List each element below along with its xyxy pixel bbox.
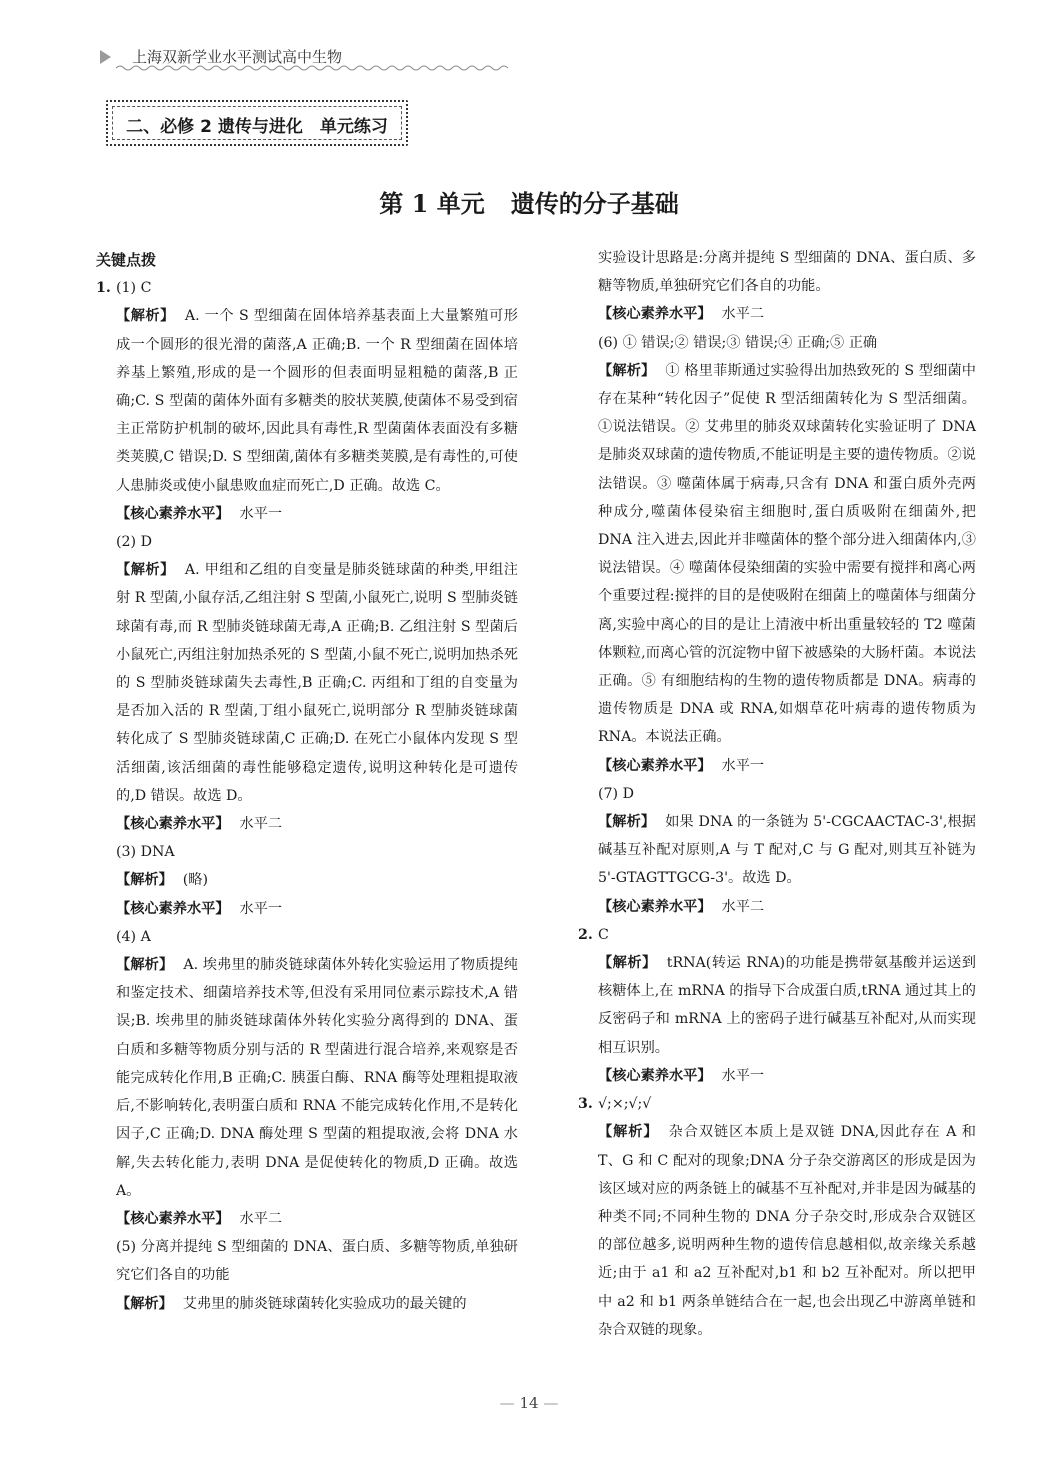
analysis-text: A. 埃弗里的肺炎链球菌体外转化实验运用了物质提纯和鉴定技术、细菌培养技术等,但没有采用同位素示踪技术,A 错误;B. 埃弗里的肺炎链球菌体外转化实验分离得到的 DNA、蛋白质和多糖等物质分别与活的 R 型菌进行混合培养,来观察是否能完成转化作用,B 正确;C. 胰蛋白酶、RNA 酶等处理粗提取液后,不影响转化,表明蛋白质和 RNA 不能完成转化作用,不是转化因子,C 正确;D. DNA 酶处理 S 型菌的粗提取液,会将 DNA 水解,失去转化能力,表明 DNA 是促使转化的物质,D 正确。故选 A。: [116, 957, 518, 1199]
competency-label: 【核心素养水平】: [116, 900, 230, 917]
analysis-block: [578, 808, 976, 893]
key-points-heading: 关键点拨: [96, 251, 157, 269]
running-header: [100, 44, 420, 74]
question-1-part-1-answer: 1. (1) C: [96, 274, 518, 302]
analysis-label: 【解析】: [598, 814, 656, 831]
analysis-text: 如果 DNA 的一条链为 5'-CGCAACTAC-3',根据碱基互补配对原则,A 与 T 配对,C 与 G 配对,则其互补链为 5'-GTAGTTGCG-3'。故选 D。: [598, 814, 976, 887]
analysis-label: 【解析】: [116, 872, 173, 889]
analysis-text: ① 格里菲斯通过实验得出加热致死的 S 型细菌中存在某种“转化因子”促使 R 型活细菌转化为 S 型活细菌。①说法错误。② 艾弗里的肺炎双球菌转化实验证明了 DNA 是肺炎双球菌的遗传物质,不能证明是主要的遗传物质。②说法错误。③ 噬菌体属于病毒,只含有 DNA 和蛋白质外壳两种成分,噬菌体侵染宿主细胞时,蛋白质吸附在细菌外,把 DNA 注入进去,因此并非噬菌体的整个部分进入细菌体内,③说法错误。④ 噬菌体侵染细菌的实验中需要有搅拌和离心两个重要过程:搅拌的目的是使吸附在细菌上的噬菌体与细菌分离,实验中离心的目的是让上清液中析出重量较轻的 T2 噬菌体颗粒,而离心管的沉淀物中留下被感染的大肠杆菌。本说法正确。⑤ 有细胞结构的生物的遗传物质都是 DNA。病毒的遗传物质是 DNA 或 RNA,如烟草花叶病毒的遗传物质为 RNA。本说法正确。: [598, 362, 976, 746]
competency-value: 水平二: [239, 1210, 283, 1227]
footer-dash-left: —: [499, 1394, 515, 1412]
analysis-block: [96, 866, 518, 894]
competency-value: 水平二: [721, 306, 765, 323]
question-number: 3.: [578, 1096, 593, 1113]
footer-dash-right: —: [543, 1394, 559, 1412]
analysis-text: A. 甲组和乙组的自变量是肺炎链球菌的种类,甲组注射 R 型菌,小鼠存活,乙组注射 S 型菌,小鼠死亡,说明 S 型肺炎链球菌有毒,而 R 型肺炎链球菌无毒,A 正确;B. 乙组注射 S 型菌后小鼠死亡,丙组注射加热杀死的 S 型菌,小鼠不死亡,说明加热杀死的 S 型肺炎链球菌失去毒性,B 正确;C. 丙组和丁组的自变量为是否加入活的 R 型菌,丁组小鼠死亡,说明部分 R 型肺炎链球菌转化成了 S 型肺炎链球菌,C 正确;D. 在死亡小鼠体内发现 S 型活细菌,该活细菌的毒性能够稳定遗传,说明这种转化是可遗传的,D 错误。故选 D。: [116, 562, 518, 804]
competency-level: [578, 1062, 976, 1090]
question-1-part-3-answer: (3) DNA: [116, 844, 175, 861]
analysis-label: 【解析】: [116, 562, 175, 579]
page-footer: [0, 1394, 1058, 1412]
question-1-part-7-answer: (7) D: [598, 785, 634, 802]
wavy-underline: [116, 64, 508, 72]
analysis-label: 【解析】: [116, 308, 175, 325]
analysis-label: 【解析】: [598, 1124, 659, 1141]
analysis-text: 杂合双链区本质上是双链 DNA,因此存在 A 和 T、G 和 C 配对的现象;DNA 分子杂交游离区的形成是因为该区域对应的两条链上的碱基不互补配对,并非是因为碱基的种类不同;不同种生物的 DNA 分子杂交时,形成杂合双链区的部位越多,说明两种生物的遗传信息越相似,故亲缘关系越近;由于 a1 和 a2 互补配对,b1 和 b2 互补配对。所以把甲中 a2 和 b1 两条单链结合在一起,也会出现乙中游离单链和杂合双链的现象。: [598, 1124, 976, 1338]
analysis-block: [578, 357, 976, 752]
competency-label: 【核心素养水平】: [598, 1067, 712, 1084]
unit-name: 遗传的分子基础: [510, 189, 679, 218]
competency-level: [96, 895, 518, 923]
section-title-box: [106, 100, 408, 146]
competency-value: 水平一: [721, 1067, 765, 1084]
competency-level: [578, 893, 976, 921]
analysis-label: 【解析】: [116, 957, 174, 974]
competency-level: [96, 810, 518, 838]
right-column: [578, 244, 976, 1344]
competency-label: 【核心素养水平】: [116, 816, 230, 833]
question-1-part-4-answer: (4) A: [116, 928, 151, 945]
analysis-block: [96, 1290, 518, 1318]
analysis-continued-text: 实验设计思路是:分离并提纯 S 型细菌的 DNA、蛋白质、多糖等物质,单独研究它们各自的功能。: [598, 250, 976, 295]
competency-level: [96, 500, 518, 528]
analysis-block: [96, 556, 518, 810]
competency-value: 水平二: [721, 898, 765, 915]
competency-label: 【核心素养水平】: [598, 757, 712, 774]
question-1-part-6-answer: (6) ① 错误;② 错误;③ 错误;④ 正确;⑤ 正确: [598, 334, 878, 351]
section-title: 二、必修 2 遗传与进化 单元练习: [126, 117, 388, 137]
question-2-answer: 2. C: [578, 921, 976, 949]
analysis-text: (略): [182, 872, 209, 889]
analysis-text: A. 一个 S 型细菌在固体培养基表面上大量繁殖可形成一个圆形的很光滑的菌落,A 正确;B. 一个 R 型细菌在固体培养基上繁殖,形成的是一个圆形的但表面明显粗糙的菌落,B 正确;C. S 型菌的菌体外面有多糖类的胶状荚膜,使菌体不易受到宿主正常防护机制的破坏,因此具有毒性,R 型菌菌体表面没有多糖类荚膜,C 错误;D. S 型细菌,菌体有多糖类荚膜,是有毒性的,可使人患肺炎或使小鼠患败血症而死亡,D 正确。故选 C。: [116, 308, 518, 494]
competency-label: 【核心素养水平】: [116, 505, 230, 522]
analysis-label: 【解析】: [598, 955, 657, 972]
competency-value: 水平一: [721, 757, 765, 774]
competency-label: 【核心素养水平】: [598, 898, 712, 915]
analysis-label: 【解析】: [116, 1295, 173, 1312]
unit-title: [0, 184, 1058, 219]
question-3-answer: 3. √;×;√;√: [578, 1090, 976, 1118]
analysis-block: [578, 949, 976, 1062]
book-title: 上海双新学业水平测试高中生物: [132, 48, 343, 66]
left-column: [96, 246, 518, 1318]
question-1-part-2-answer: (2) D: [116, 534, 152, 551]
competency-level: [578, 300, 976, 328]
analysis-text: 艾弗里的肺炎链球菌转化实验成功的最关键的: [182, 1295, 467, 1312]
analysis-block: [96, 951, 518, 1205]
question-number: 2.: [578, 926, 593, 943]
competency-value: 水平一: [239, 505, 283, 522]
competency-value: 水平一: [239, 900, 283, 917]
competency-label: 【核心素养水平】: [598, 306, 712, 323]
competency-level: [96, 1205, 518, 1233]
analysis-block: [578, 1118, 976, 1344]
question-number: 1.: [96, 280, 111, 297]
triangle-marker-icon: [100, 50, 111, 64]
unit-number: 第 1 单元: [379, 189, 485, 218]
analysis-label: 【解析】: [598, 362, 656, 379]
analysis-block: [96, 302, 518, 499]
page-number: 14: [519, 1394, 539, 1412]
competency-level: [578, 752, 976, 780]
competency-label: 【核心素养水平】: [116, 1210, 230, 1227]
question-1-part-5-answer: (5) 分离并提纯 S 型细菌的 DNA、蛋白质、多糖等物质,单独研究它们各自的功能: [116, 1239, 518, 1284]
analysis-text: tRNA(转运 RNA)的功能是携带氨基酸并运送到核糖体上,在 mRNA 的指导下合成蛋白质,tRNA 通过其上的反密码子和 mRNA 上的密码子进行碱基互补配对,从而实现相互识别。: [598, 955, 976, 1056]
competency-value: 水平二: [239, 816, 283, 833]
